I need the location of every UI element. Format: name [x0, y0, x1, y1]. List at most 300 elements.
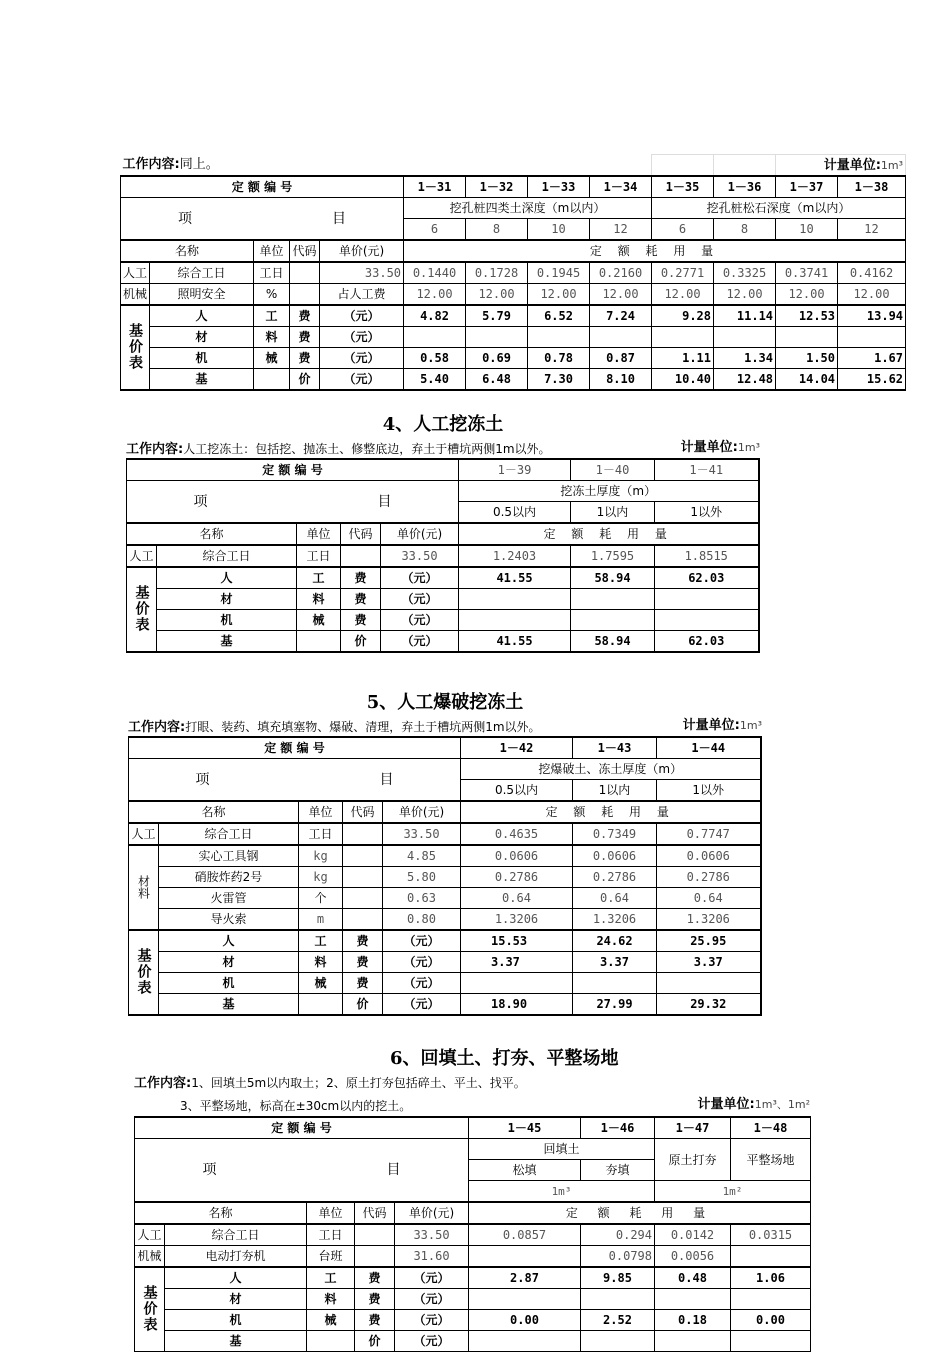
table-row: [129, 973, 761, 994]
name-cell: 综合工日: [159, 823, 299, 845]
usage-header: 定 额 耗 用 量: [404, 240, 906, 262]
value-cell: 0.0315: [731, 1224, 811, 1246]
code-cell: [343, 867, 383, 888]
price-cell: 33.50: [383, 823, 461, 845]
base-b: [299, 994, 343, 1016]
value-cell: [652, 327, 714, 348]
base-c: 价: [355, 1331, 395, 1352]
value-cell: [655, 1289, 731, 1310]
base-a: 材: [150, 327, 254, 348]
table-row: [135, 1246, 811, 1268]
table-4-block: [134, 1046, 811, 1352]
base-d: （元）: [320, 348, 404, 369]
table-row: [121, 305, 906, 327]
col-price: 单价(元): [320, 240, 404, 262]
table-2-block: [126, 412, 760, 653]
group-header: 挖孔桩四类土深度（m以内）: [404, 198, 652, 219]
value-cell: [714, 327, 776, 348]
table-row: [129, 845, 761, 867]
base-c: 价: [290, 369, 320, 391]
base-d: （元）: [320, 369, 404, 391]
base-a: 机: [159, 973, 299, 994]
col-code: 代码: [290, 240, 320, 262]
category-cell: 人工: [135, 1224, 165, 1246]
base-b: 械: [297, 610, 341, 631]
unit-cell: 工日: [299, 823, 343, 845]
value-cell: 1.3206: [573, 909, 657, 931]
value-cell: 0.1728: [466, 262, 528, 284]
base-d: （元）: [395, 1267, 469, 1289]
value-cell: 0.2160: [590, 262, 652, 284]
unit-cell: 工日: [254, 262, 290, 284]
value-cell: 12.00: [404, 284, 466, 306]
price-cell: 33.50: [320, 262, 404, 284]
item-header: 项 目: [129, 759, 461, 802]
value-cell: 41.55: [459, 631, 571, 653]
unit-cell: 个: [299, 888, 343, 909]
value-cell: 9.28: [652, 305, 714, 327]
value-cell: 12.53: [776, 305, 838, 327]
table-row: [127, 610, 759, 631]
name-cell: 照明安全: [150, 284, 254, 306]
section-title-6: 6、回填土、打夯、平整场地: [390, 1048, 619, 1069]
base-a: 基: [159, 994, 299, 1016]
value-cell: [573, 973, 657, 994]
base-c: 费: [343, 930, 383, 952]
quota-table-4: [134, 1116, 811, 1352]
code-cell: 1－31: [404, 176, 466, 198]
section-title-5: 5、人工爆破挖冻土: [366, 692, 524, 713]
value-cell: 12.00: [466, 284, 528, 306]
base-d: （元）: [381, 631, 459, 653]
item-header: 项 目: [135, 1139, 469, 1203]
code-cell: 1－45: [469, 1117, 581, 1139]
title-row: [134, 1046, 810, 1072]
sub-header: 1以内: [573, 780, 657, 802]
base-a: 材: [157, 589, 297, 610]
value-cell: 0.294: [581, 1224, 655, 1246]
value-cell: 14.04: [776, 369, 838, 391]
value-cell: 1.11: [652, 348, 714, 369]
value-cell: [655, 1331, 731, 1352]
value-cell: 12.00: [590, 284, 652, 306]
unit-cell: kg: [299, 867, 343, 888]
category-cell: 机械: [135, 1246, 165, 1268]
col-price: 单价(元): [383, 801, 461, 823]
value-cell: 0.78: [528, 348, 590, 369]
value-cell: 0.64: [461, 888, 573, 909]
base-c: 费: [341, 610, 381, 631]
sub-header: 0.5以内: [461, 780, 573, 802]
material-category: 材料: [129, 845, 159, 930]
base-a: 机: [157, 610, 297, 631]
base-b: 工: [254, 305, 290, 327]
value-cell: 1.34: [714, 348, 776, 369]
measure-unit: 计量单位:1m³: [776, 155, 906, 177]
sub-header: 1以外: [657, 780, 761, 802]
price-cell: 占人工费: [320, 284, 404, 306]
code-cell: 1－37: [776, 176, 838, 198]
value-cell: [459, 610, 571, 631]
base-b: 料: [307, 1289, 355, 1310]
value-cell: 0.0798: [581, 1246, 655, 1268]
value-cell: [581, 1331, 655, 1352]
usage-header: 定 额 耗 用 量: [469, 1202, 811, 1224]
value-cell: 1.67: [838, 348, 906, 369]
value-cell: [657, 973, 761, 994]
base-a: 基: [150, 369, 254, 391]
work-content-row: 工作内容:1、回填土5m以内取土；2、原土打夯包括碎土、平土、找平。: [134, 1076, 526, 1091]
name-cell: 综合工日: [165, 1224, 307, 1246]
base-d: （元）: [383, 930, 461, 952]
value-cell: [571, 589, 655, 610]
value-cell: 15.62: [838, 369, 906, 391]
value-cell: 0.64: [573, 888, 657, 909]
unit-cell: 工日: [297, 545, 341, 567]
value-cell: 0.0857: [469, 1224, 581, 1246]
value-cell: 0.87: [590, 348, 652, 369]
value-cell: [590, 327, 652, 348]
base-b: 工: [307, 1267, 355, 1289]
code-cell: 1－44: [657, 737, 761, 759]
value-cell: 9.85: [581, 1267, 655, 1289]
value-cell: 0.48: [655, 1267, 731, 1289]
value-cell: 4.82: [404, 305, 466, 327]
unit-cell: m: [299, 909, 343, 931]
value-cell: 29.32: [657, 994, 761, 1016]
value-cell: 10.40: [652, 369, 714, 391]
quota-table-3: [128, 736, 762, 1016]
value-cell: 0.00: [469, 1310, 581, 1331]
value-cell: 24.62: [573, 930, 657, 952]
table-row: [135, 1331, 811, 1352]
category-cell: 人工: [129, 823, 159, 845]
base-a: 基: [165, 1331, 307, 1352]
base-d: （元）: [381, 589, 459, 610]
price-cell: 33.50: [395, 1224, 469, 1246]
base-c: 费: [343, 952, 383, 973]
value-cell: 58.94: [571, 631, 655, 653]
base-a: 人: [150, 305, 254, 327]
code-cell: 1－43: [573, 737, 657, 759]
value-cell: 0.4635: [461, 823, 573, 845]
depth-cell: 12: [838, 219, 906, 241]
base-b: 工: [297, 567, 341, 589]
code-cell: 1－33: [528, 176, 590, 198]
col-name: 名称: [129, 801, 299, 823]
table-row: [129, 823, 761, 845]
code-cell: 1－40: [571, 459, 655, 481]
quota-code-label: 定 额 编 号: [135, 1117, 469, 1139]
code-cell: [343, 888, 383, 909]
depth-cell: 10: [776, 219, 838, 241]
value-cell: [838, 327, 906, 348]
base-d: （元）: [383, 952, 461, 973]
table-3-block: [128, 690, 762, 1016]
item-header: 项 目: [127, 481, 459, 524]
value-cell: [731, 1331, 811, 1352]
table-row: [129, 930, 761, 952]
sub-header: 1以外: [655, 502, 759, 524]
value-cell: 12.48: [714, 369, 776, 391]
value-cell: [466, 327, 528, 348]
item-header: 项 目: [121, 198, 404, 241]
value-cell: [459, 589, 571, 610]
table-row: [127, 545, 759, 567]
value-cell: 12.00: [652, 284, 714, 306]
base-c: 费: [341, 567, 381, 589]
price-cell: 31.60: [395, 1246, 469, 1268]
table-row: [129, 952, 761, 973]
col-name: 名称: [121, 240, 254, 262]
col-header-47: 原土打夯: [655, 1139, 731, 1181]
value-cell: 0.0606: [461, 845, 573, 867]
table-row: [135, 1224, 811, 1246]
table-row: [129, 888, 761, 909]
base-price-label: 基价表: [121, 305, 150, 390]
table-row: [135, 1289, 811, 1310]
base-a: 人: [159, 930, 299, 952]
value-cell: 1.8515: [655, 545, 759, 567]
base-c: 价: [341, 631, 381, 653]
code-cell: 1－34: [590, 176, 652, 198]
base-a: 材: [159, 952, 299, 973]
table-row: [129, 867, 761, 888]
code-cell: 1－42: [461, 737, 573, 759]
base-a: 人: [157, 567, 297, 589]
table-row: [121, 262, 906, 284]
value-cell: [731, 1246, 811, 1268]
price-cell: 33.50: [381, 545, 459, 567]
value-cell: 6.52: [528, 305, 590, 327]
depth-cell: 8: [714, 219, 776, 241]
value-cell: 3.37: [657, 952, 761, 973]
base-d: （元）: [395, 1310, 469, 1331]
col-unit: 单位: [297, 523, 341, 545]
value-cell: 13.94: [838, 305, 906, 327]
value-cell: 2.87: [469, 1267, 581, 1289]
table-row: [135, 1310, 811, 1331]
value-cell: 5.79: [466, 305, 528, 327]
table-row: [127, 589, 759, 610]
value-cell: 0.4162: [838, 262, 906, 284]
value-cell: 12.00: [776, 284, 838, 306]
depth-cell: 6: [652, 219, 714, 241]
work-content-row-2: 3、平整场地，标高在±30cm以内的挖土。 计量单位:1m³、1m²: [180, 1097, 810, 1113]
value-cell: [469, 1331, 581, 1352]
code-cell: 1－41: [655, 459, 759, 481]
value-cell: 25.95: [657, 930, 761, 952]
base-a: 机: [165, 1310, 307, 1331]
code-cell: [343, 845, 383, 867]
name-cell: 综合工日: [157, 545, 297, 567]
value-cell: 0.7747: [657, 823, 761, 845]
value-cell: 1.50: [776, 348, 838, 369]
base-price-label: 基价表: [127, 567, 157, 652]
value-cell: 1.2403: [459, 545, 571, 567]
base-b: 械: [299, 973, 343, 994]
value-cell: 0.7349: [573, 823, 657, 845]
value-cell: 6.48: [466, 369, 528, 391]
sub-header: 0.5以内: [459, 502, 571, 524]
code-cell: [343, 823, 383, 845]
unit-cell: 工日: [307, 1224, 355, 1246]
base-price-label: 基价表: [129, 930, 159, 1015]
base-d: （元）: [395, 1289, 469, 1310]
base-c: 费: [355, 1289, 395, 1310]
table-row: [121, 369, 906, 391]
value-cell: 0.3325: [714, 262, 776, 284]
depth-cell: 6: [404, 219, 466, 241]
code-cell: 1－48: [731, 1117, 811, 1139]
depth-cell: 12: [590, 219, 652, 241]
code-cell: 1－32: [466, 176, 528, 198]
base-b: [297, 631, 341, 653]
value-cell: 1.3206: [461, 909, 573, 931]
table-row: [135, 1267, 811, 1289]
sub-header: 1以内: [571, 502, 655, 524]
quota-code-label: 定 额 编 号: [121, 176, 404, 198]
value-cell: 7.24: [590, 305, 652, 327]
unit-header: 1m²: [655, 1181, 811, 1203]
value-cell: 0.3741: [776, 262, 838, 284]
base-c: 费: [290, 327, 320, 348]
col-unit: 单位: [307, 1202, 355, 1224]
table-row: [129, 994, 761, 1016]
category-cell: 机械: [121, 284, 150, 306]
value-cell: 0.64: [657, 888, 761, 909]
value-cell: 41.55: [459, 567, 571, 589]
value-cell: 0.18: [655, 1310, 731, 1331]
value-cell: 0.0606: [657, 845, 761, 867]
value-cell: [655, 610, 759, 631]
base-b: 料: [299, 952, 343, 973]
value-cell: [528, 327, 590, 348]
code-cell: [355, 1246, 395, 1268]
col-unit: 单位: [299, 801, 343, 823]
price-cell: 5.80: [383, 867, 461, 888]
value-cell: 0.69: [466, 348, 528, 369]
value-cell: 0.0142: [655, 1224, 731, 1246]
sub-header: 松填: [469, 1160, 581, 1181]
value-cell: 62.03: [655, 567, 759, 589]
col-code: 代码: [355, 1202, 395, 1224]
value-cell: [469, 1246, 581, 1268]
base-c: 费: [355, 1310, 395, 1331]
col-name: 名称: [135, 1202, 307, 1224]
value-cell: 5.40: [404, 369, 466, 391]
category-cell: 人工: [121, 262, 150, 284]
name-cell: 实心工具钢: [159, 845, 299, 867]
value-cell: 18.90: [461, 994, 573, 1016]
value-cell: 0.0056: [655, 1246, 731, 1268]
price-cell: 4.85: [383, 845, 461, 867]
quota-code-label: 定 额 编 号: [129, 737, 461, 759]
work-content: 工作内容:同上。: [121, 155, 652, 177]
col-code: 代码: [341, 523, 381, 545]
work-content-row: 工作内容:打眼、装药、填充填塞物、爆破、清理，弃土于槽坑两侧1m以外。 计量单位:1m³: [128, 718, 762, 735]
base-b: 料: [254, 327, 290, 348]
code-cell: 1－46: [581, 1117, 655, 1139]
base-b: 工: [299, 930, 343, 952]
value-cell: 1.06: [731, 1267, 811, 1289]
value-cell: 58.94: [571, 567, 655, 589]
work-content-row: 工作内容:人工挖冻土：包括挖、抛冻土、修整底边，弃土于槽坑两侧1m以外。 计量单位:1m³: [126, 440, 760, 457]
value-cell: 0.58: [404, 348, 466, 369]
value-cell: 8.10: [590, 369, 652, 391]
unit-cell: %: [254, 284, 290, 306]
code-cell: 1－39: [459, 459, 571, 481]
value-cell: 0.0606: [573, 845, 657, 867]
code-cell: 1－35: [652, 176, 714, 198]
col-header-48: 平整场地: [731, 1139, 811, 1181]
table-row: [129, 909, 761, 931]
value-cell: 7.30: [528, 369, 590, 391]
quota-table-1: [120, 154, 906, 391]
value-cell: [461, 973, 573, 994]
value-cell: 2.52: [581, 1310, 655, 1331]
table-row: [121, 284, 906, 306]
base-c: 费: [341, 589, 381, 610]
value-cell: 0.1440: [404, 262, 466, 284]
base-d: （元）: [320, 327, 404, 348]
value-cell: 0.2786: [573, 867, 657, 888]
base-c: 费: [355, 1267, 395, 1289]
base-d: （元）: [381, 610, 459, 631]
base-b: 械: [254, 348, 290, 369]
base-b: [254, 369, 290, 391]
table-row: [127, 567, 759, 589]
base-a: 人: [165, 1267, 307, 1289]
base-a: 基: [157, 631, 297, 653]
base-b: 料: [297, 589, 341, 610]
value-cell: 1.7595: [571, 545, 655, 567]
value-cell: [571, 610, 655, 631]
value-cell: 1.3206: [657, 909, 761, 931]
sub-header: 夯填: [581, 1160, 655, 1181]
base-b: 械: [307, 1310, 355, 1331]
value-cell: 12.00: [528, 284, 590, 306]
name-cell: 导火索: [159, 909, 299, 931]
name-cell: 电动打夯机: [165, 1246, 307, 1268]
value-cell: [776, 327, 838, 348]
name-cell: 火雷管: [159, 888, 299, 909]
base-d: （元）: [383, 994, 461, 1016]
code-cell: 1－47: [655, 1117, 731, 1139]
value-cell: [655, 589, 759, 610]
value-cell: 11.14: [714, 305, 776, 327]
value-cell: [731, 1289, 811, 1310]
group-header: 挖爆破土、冻土厚度（m）: [461, 759, 761, 780]
quota-code-label: 定 额 编 号: [127, 459, 459, 481]
value-cell: 62.03: [655, 631, 759, 653]
unit-header: 1m³: [469, 1181, 655, 1203]
value-cell: 15.53: [461, 930, 573, 952]
value-cell: [404, 327, 466, 348]
group-header: 挖冻土厚度（m）: [459, 481, 759, 502]
value-cell: [469, 1289, 581, 1310]
code-cell: [355, 1224, 395, 1246]
section-title-4: 4、人工挖冻土: [382, 414, 504, 435]
base-c: 价: [343, 994, 383, 1016]
base-d: （元）: [395, 1331, 469, 1352]
base-d: （元）: [320, 305, 404, 327]
category-cell: 人工: [127, 545, 157, 567]
code-cell: 1－38: [838, 176, 906, 198]
price-cell: 0.80: [383, 909, 461, 931]
base-a: 机: [150, 348, 254, 369]
base-c: 费: [290, 348, 320, 369]
